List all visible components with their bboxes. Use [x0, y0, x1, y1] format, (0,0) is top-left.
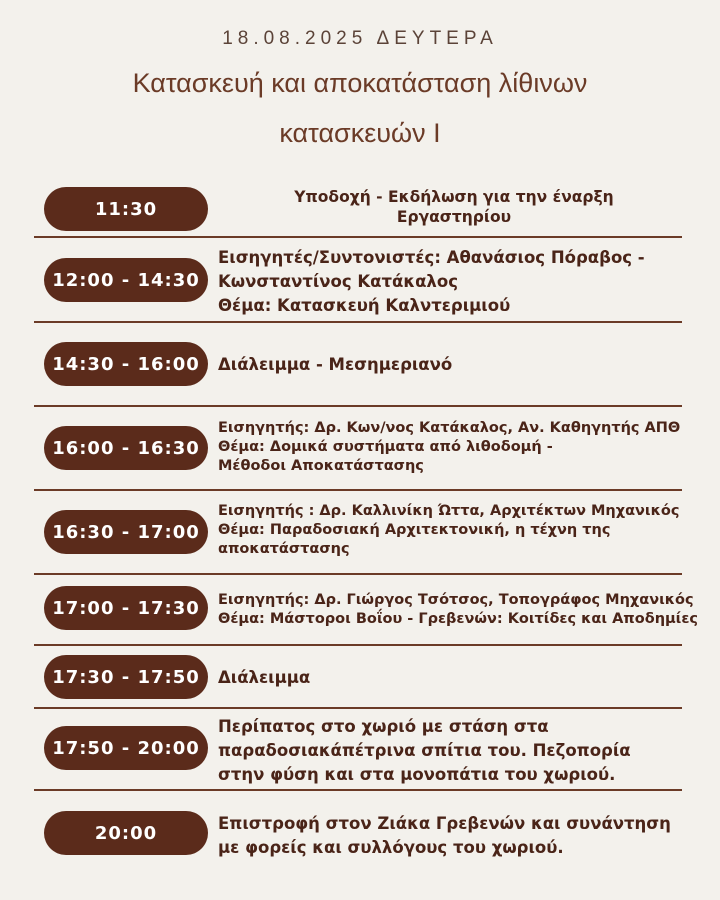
time-pill: 11:30	[44, 187, 208, 231]
description-line: αποκατάστασης	[218, 541, 350, 557]
description-line: με φορείς και συλλόγους του χωριού.	[218, 838, 564, 857]
time-pill: 20:00	[44, 811, 208, 855]
time-pill: 14:30 - 16:00	[44, 342, 208, 386]
title-line-1: Κατασκευή και αποκατάσταση λίθινων	[132, 68, 588, 98]
divider	[34, 405, 682, 407]
description-line: Θέμα: Κατασκευή Καλντεριμιού	[218, 296, 511, 315]
description-line: Περίπατος στο χωριό με στάση στα	[218, 717, 549, 736]
time-pill: 16:00 - 16:30	[44, 426, 208, 470]
schedule-description	[218, 715, 706, 787]
description-line: Εισηγητής: Δρ. Κων/νος Κατάκαλος, Αν. Καθηγητής ΑΠΘ	[218, 420, 681, 436]
description-line: Εισηγητής : Δρ. Καλλινίκη Ώττα, Αρχιτέκτων Μηχανικός	[218, 503, 680, 519]
divider	[34, 789, 682, 791]
description-line: Κωνσταντίνος Κατάκαλος	[218, 272, 458, 291]
description-line: Θέμα: Μάστοροι Βοΐου - Γρεβενών: Κοιτίδες και Αποδημίες	[218, 611, 699, 627]
description-line: Μέθοδοι Αποκατάστασης	[218, 458, 424, 474]
time-pill: 16:30 - 17:00	[44, 510, 208, 554]
divider	[34, 707, 682, 709]
description-line: Εργαστηρίου	[396, 208, 512, 226]
description-line: Θέμα: Παραδοσιακή Αρχιτεκτονική, η τέχνη της	[218, 522, 611, 538]
description-line: Εισηγητής: Δρ. Γιώργος Τσότσος, Τοπογράφος Μηχανικός	[218, 592, 694, 608]
schedule-description	[218, 246, 706, 318]
schedule-description	[228, 187, 680, 227]
description-line: Επιστροφή στον Ζιάκα Γρεβενών και συνάντηση	[218, 814, 671, 833]
description-line: Διάλειμμα	[218, 668, 311, 687]
schedule-description	[218, 812, 706, 860]
description-line: Θέμα: Δομικά συστήματα από λιθοδομή -	[218, 439, 553, 455]
description-line: Υποδοχή - Εκδήλωση για την έναρξη	[294, 188, 614, 206]
divider	[34, 489, 682, 491]
description-line: στην φύση και στα μονοπάτια του χωριού.	[218, 765, 616, 784]
divider	[34, 644, 682, 646]
schedule-description	[218, 666, 706, 690]
schedule-description	[218, 419, 706, 476]
schedule-description	[218, 591, 706, 629]
description-line: Διάλειμμα - Μεσημεριανό	[218, 355, 453, 374]
time-pill: 17:30 - 17:50	[44, 655, 208, 699]
time-pill: 17:50 - 20:00	[44, 726, 208, 770]
divider	[34, 573, 682, 575]
schedule-description	[218, 502, 706, 559]
divider	[34, 321, 682, 323]
time-pill: 17:00 - 17:30	[44, 586, 208, 630]
title-line-2: κατασκευών Ι	[279, 118, 441, 148]
header	[0, 28, 720, 158]
schedule-description	[218, 353, 706, 377]
description-line: Εισηγητές/Συντονιστές: Αθανάσιος Πόραβος -	[218, 248, 645, 267]
divider	[34, 236, 682, 238]
event-title	[0, 58, 720, 158]
event-date: 18.08.2025 ΔΕΥΤΕΡΑ	[222, 28, 498, 49]
description-line: παραδοσιακάπέτρινα σπίτια του. Πεζοπορία	[218, 741, 631, 760]
time-pill: 12:00 - 14:30	[44, 258, 208, 302]
